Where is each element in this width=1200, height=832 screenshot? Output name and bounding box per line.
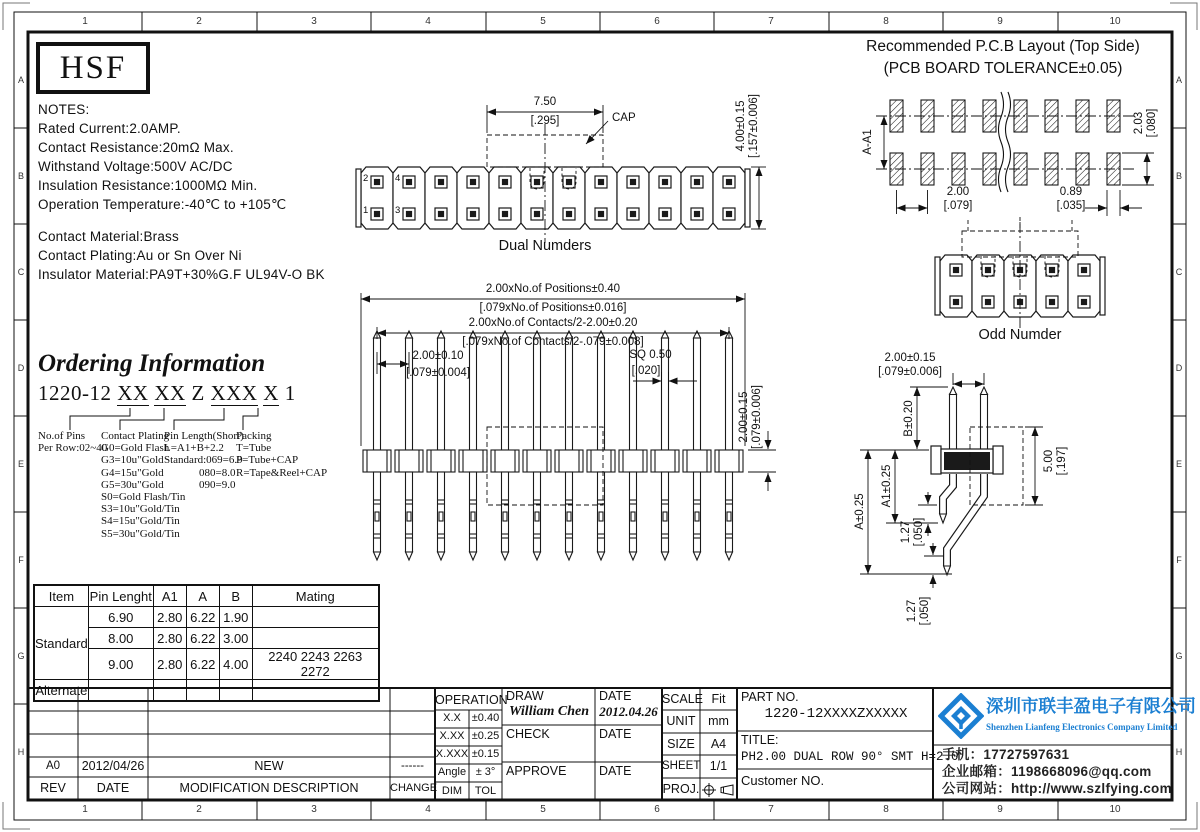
company-name-en: Shenzhen Lianfeng Electronics Company Limited: [986, 722, 1178, 732]
ruler-col: 1: [82, 804, 88, 815]
size-label: SIZE: [667, 737, 695, 751]
spec-header: Pin Lenght: [88, 585, 153, 607]
dim-label: [.295]: [530, 115, 560, 127]
ruler-row: G: [17, 651, 25, 661]
operation-label: OPERATION: [435, 693, 508, 707]
dim-label: [.035]: [1056, 200, 1086, 212]
tol-value: ±0.40: [471, 712, 500, 724]
size-value: A4: [710, 737, 727, 751]
pin-number: 2: [363, 173, 369, 184]
ordering-col-length: Pin Length(Short) L=A1+B+2.2 Standard:069=6.9 080=8.0 090=9.0: [164, 430, 244, 491]
dim-label: 0.89: [1059, 186, 1083, 198]
ruler-col: 9: [997, 804, 1003, 815]
spec-header: A: [186, 585, 219, 607]
tol-label: X.XXX: [435, 748, 469, 760]
note-line: NOTES:: [38, 102, 90, 117]
ruler-col: 4: [425, 16, 431, 27]
company-name-cn: 深圳市联丰盈电子有限公司: [986, 696, 1196, 716]
ruler-col: 1: [82, 16, 88, 27]
note-line: Contact Material:Brass: [38, 229, 179, 244]
dim-label: [.079±0.004]: [406, 367, 470, 379]
dim-label: 1.27 [.050]: [906, 596, 931, 626]
dim-label: [.079±0.006]: [878, 366, 942, 378]
dim-label: A±0.25: [854, 493, 866, 530]
unit-label: UNIT: [666, 714, 696, 728]
note-line: Withstand Voltage:500V AC/DC: [38, 159, 233, 174]
ruler-row: A: [1175, 75, 1182, 85]
dual-caption: Dual Numders: [498, 238, 592, 254]
part-no-label: PART NO.: [741, 690, 799, 704]
spec-header: Item: [34, 585, 88, 607]
draw-signature: William Chen: [508, 704, 589, 719]
rev-header: MODIFICATION DESCRIPTION: [179, 781, 359, 795]
rev-change: ------: [401, 760, 424, 772]
ruler-col: 3: [311, 16, 317, 27]
ruler-col: 10: [1109, 804, 1121, 815]
projection-symbol-icon: [702, 783, 736, 797]
scale-value: Fit: [711, 692, 726, 706]
sheet-label: SHEET: [662, 760, 701, 772]
ruler-col: 6: [654, 804, 660, 815]
customer-no-label: Customer NO.: [741, 773, 825, 788]
part-no-value: 1220-12XXXXZXXXXX: [764, 706, 908, 722]
dim-label: 2.03 [.080]: [1133, 108, 1158, 138]
draw-label: DRAW: [506, 689, 544, 703]
ruler-row: E: [17, 459, 24, 469]
tol-label: Angle: [437, 766, 467, 778]
proj-label: PROJ.: [662, 782, 700, 796]
tol-value: ±0.15: [471, 748, 500, 760]
ruler-col: 3: [311, 804, 317, 815]
ordering-title: Ordering Information: [38, 350, 266, 377]
dim-label: 2.00±0.10: [412, 350, 464, 362]
approve-label: APPROVE: [506, 764, 567, 778]
pcb-layout-title: Recommended P.C.B Layout (Top Side): [866, 38, 1140, 55]
dim-label: [.020]: [631, 365, 661, 377]
table-row: 9.00 2.80 6.22 4.00 2240 2243 2263 2272: [34, 649, 379, 680]
spec-header: B: [219, 585, 252, 607]
ruler-row: D: [17, 363, 25, 373]
pcb-layout-subtitle: (PCB BOARD TOLERANCE±0.05): [883, 60, 1123, 77]
ruler-row: F: [18, 555, 24, 565]
ruler-row: A: [17, 75, 24, 85]
tol-label: DIM: [441, 785, 463, 797]
dim-label: A1±0.25: [881, 464, 893, 508]
ordering-col-plating: Contact Plating G0=Gold Flash G3=10u"Gold G4=15u"Gold G5=30u"Gold S0=Gold Flash/Tin S3=10u"Gold/Tin S4=15u"Gold/Tin S5=30u"Gold/Tin: [101, 430, 186, 540]
unit-value: mm: [708, 714, 729, 728]
ruler-col: 4: [425, 804, 431, 815]
company-phone: 手机：17727597631: [942, 747, 1070, 762]
tol-label: X.X: [443, 712, 461, 724]
note-line: Insulation Resistance:1000MΩ Min.: [38, 178, 258, 193]
dim-label: 2.00xNo.of Contacts/2-2.00±0.20: [468, 317, 638, 329]
draw-date-label: DATE: [599, 689, 632, 703]
tol-value: ±0.25: [471, 730, 500, 742]
dim-label: 2.00±0.15 [.079±0.006]: [738, 385, 763, 449]
spec-header: A1: [153, 585, 186, 607]
dim-label: 5.00 [.197]: [1043, 446, 1068, 476]
dim-label: SQ 0.50: [629, 349, 672, 361]
note-line: Contact Plating:Au or Sn Over Ni: [38, 248, 242, 263]
ruler-col: 7: [768, 804, 774, 815]
dim-label: 2.00: [946, 186, 970, 198]
ruler-row: H: [17, 747, 25, 757]
company-website: 公司网站：http://www.szlfying.com: [942, 781, 1172, 796]
note-line: Rated Current:2.0AMP.: [38, 121, 181, 136]
ruler-col: 2: [196, 804, 202, 815]
ordering-col-packing: Packing T=Tube P=Tube+CAP R=Tape&Reel+CAP: [236, 430, 328, 479]
draw-date-value: 2012.04.26: [599, 704, 658, 719]
pin-number: 3: [395, 205, 401, 216]
dim-label: [.079xNo.of Contacts/2-.079±0.008]: [462, 336, 644, 348]
dim-label: B±0.20: [903, 400, 915, 437]
ruler-col: 5: [540, 804, 546, 815]
pin-number: 1: [363, 205, 369, 216]
tol-label: X.XX: [439, 730, 465, 742]
rev-desc: NEW: [254, 759, 284, 773]
ruler-col: 6: [654, 16, 660, 27]
note-line: Contact Resistance:20mΩ Max.: [38, 140, 234, 155]
ruler-col: 8: [883, 16, 889, 27]
note-line: Insulator Material:PA9T+30%G.F UL94V-O BK: [38, 267, 325, 282]
ruler-row: B: [17, 171, 24, 181]
ruler-col: 2: [196, 16, 202, 27]
dim-label: A-A1: [862, 129, 874, 155]
hsf-logo: HSF: [36, 42, 150, 94]
sheet-value: 1/1: [709, 759, 728, 773]
scale-label: SCALE: [662, 692, 703, 706]
check-label: CHECK: [506, 727, 550, 741]
rev-header: DATE: [96, 781, 130, 795]
ruler-row: D: [1175, 363, 1183, 373]
ruler-col: 7: [768, 16, 774, 27]
ruler-row: H: [1175, 747, 1183, 757]
approve-date-label: DATE: [599, 764, 632, 778]
ordering-col-pins: No.of Pins Per Row:02~40: [38, 430, 108, 455]
ordering-code: 1220-12 XX XX Z XXX X 1: [38, 381, 296, 405]
dim-label: 7.50: [533, 96, 557, 108]
dim-label: [.079xNo.of Positions±0.016]: [479, 302, 627, 314]
rev-value: A0: [45, 760, 61, 772]
company-email: 企业邮箱：1198668096@qq.com: [942, 764, 1152, 779]
table-row: Alternate: [34, 680, 379, 702]
pin-number: 4: [395, 173, 401, 184]
tol-value: ± 3°: [475, 766, 496, 778]
ruler-col: 9: [997, 16, 1003, 27]
tol-value: TOL: [474, 785, 497, 797]
ruler-row: F: [1176, 555, 1182, 565]
spec-table: [33, 584, 380, 702]
check-date-label: DATE: [599, 727, 632, 741]
company-logo-icon: [938, 693, 984, 739]
note-line: Operation Temperature:-40℃ to +105℃: [38, 197, 287, 212]
ruler-row: E: [1175, 459, 1182, 469]
dim-label: 2.00±0.15: [884, 352, 936, 364]
notes-block: [38, 100, 325, 284]
ruler-col: 5: [540, 16, 546, 27]
dim-label: [.079]: [943, 200, 973, 212]
ruler-row: G: [1175, 651, 1183, 661]
dim-label: 2.00xNo.of Positions±0.40: [485, 283, 621, 295]
table-row: 8.00 2.80 6.22 3.00: [34, 628, 379, 649]
spec-header: Mating: [252, 585, 379, 607]
ruler-col: 10: [1109, 16, 1121, 27]
dim-label: 1.27 [.050]: [900, 517, 925, 547]
odd-caption: Odd Numder: [978, 327, 1062, 343]
rev-date: 2012/04/26: [81, 759, 145, 773]
title-value: PH2.00 DUAL ROW 90° SMT H=2.0: [741, 750, 959, 764]
ruler-row: C: [1175, 267, 1183, 277]
cap-label: CAP: [612, 112, 636, 124]
title-label: TITLE:: [741, 733, 779, 747]
rev-header: REV: [40, 781, 66, 795]
dim-label: 4.00±0.15 [.157±0.006]: [735, 94, 760, 158]
rev-header: CHANGE: [390, 782, 438, 794]
ruler-col: 8: [883, 804, 889, 815]
ruler-row: C: [17, 267, 25, 277]
ruler-row: B: [1175, 171, 1182, 181]
table-row: Standard 6.90 2.80 6.22 1.90: [34, 607, 379, 628]
